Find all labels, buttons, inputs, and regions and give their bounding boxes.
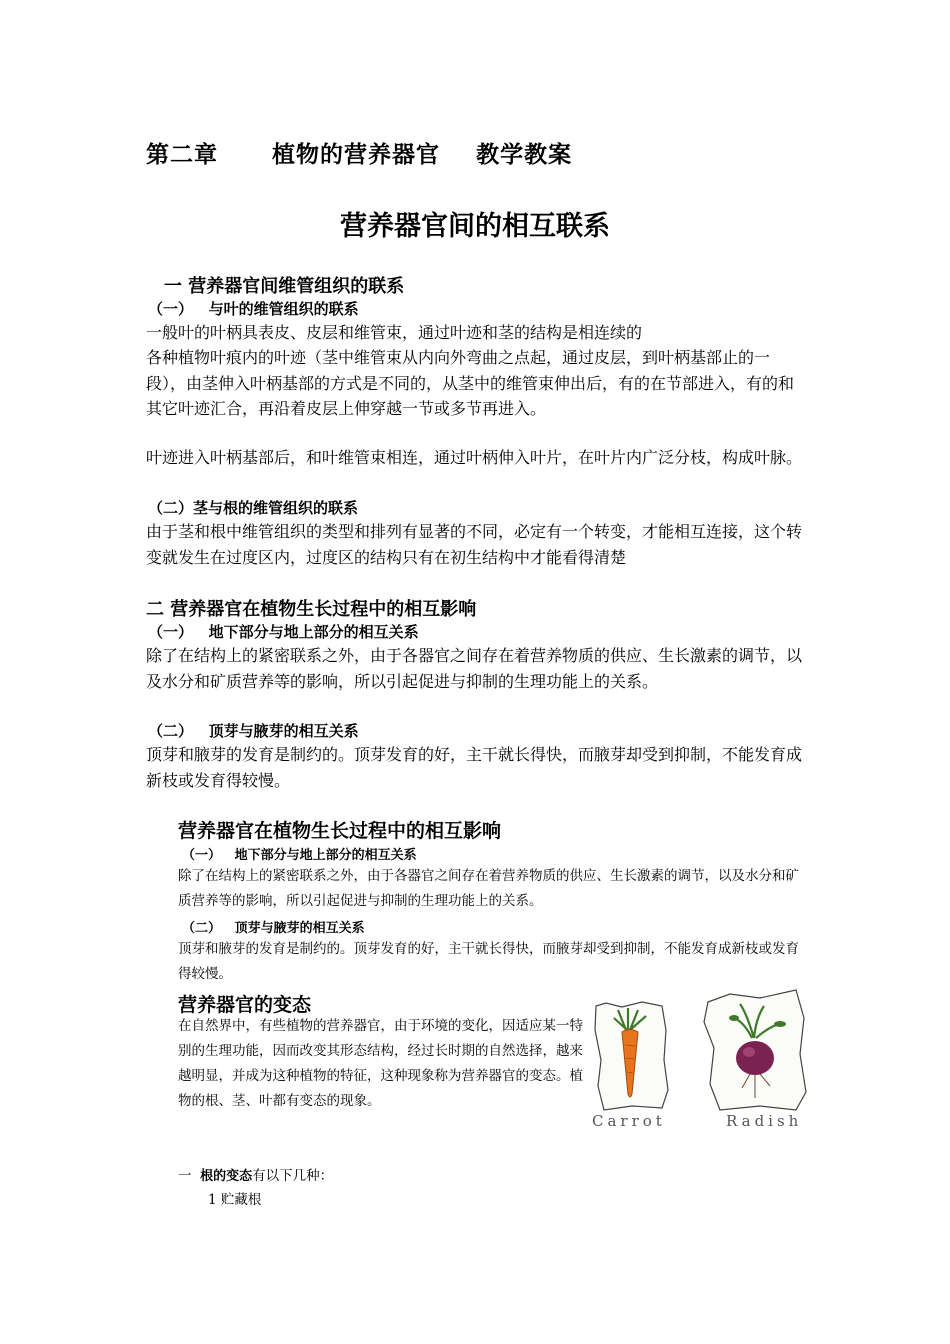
section1-sub2-paragraph-1: 由于茎和根中维管组织的类型和排列有显著的不同，必定有一个转变，才能相互连接，这个转变就发生在过度区内，过度区的结构只有在初生结构中才能看得清楚 bbox=[146, 522, 803, 567]
root-heading-bold: 根的变态 bbox=[200, 1169, 253, 1184]
root-item-1: 1 贮藏根 bbox=[208, 1192, 262, 1208]
root-heading-rest: 有以下几种： bbox=[252, 1168, 334, 1184]
metamorphosis-heading: 营养器官的变态 bbox=[178, 994, 312, 1016]
root-metamorphosis-heading bbox=[178, 1164, 333, 1189]
section1-sub1-heading: （一） 与叶的维管组织的联系 bbox=[148, 300, 359, 318]
page-title: 营养器官间的相互联系 bbox=[340, 211, 610, 242]
slide-section bbox=[178, 816, 808, 843]
metamorphosis-paragraph: 在自然界中，有些植物的营养器官，由于环境的变化，因适应某一特别的生理功能，因而改变其形态结构，经过长时期的自然选择，越来越明显，并成为这种植物的特征，这种现象称为营养器官的变态。植物的根、茎、叶都有变态的现象。 bbox=[178, 1018, 583, 1109]
radish-illustration bbox=[700, 988, 810, 1132]
radish-icon bbox=[700, 988, 810, 1112]
carrot-label: Carrot bbox=[592, 1112, 666, 1130]
slide-sub2-heading: （二） 顶芽与腋芽的相互关系 bbox=[182, 921, 365, 936]
section2-sub2-paragraph-1: 顶芽和腋芽的发育是制约的。顶芽发育的好，主干就长得快，而腋芽却受到抑制，不能发育成新枝或发育得较慢。 bbox=[146, 745, 803, 790]
section2-sub2-heading: （二） 顶芽与腋芽的相互关系 bbox=[148, 722, 359, 740]
section1-heading: 一 营养器官间维管组织的联系 bbox=[164, 276, 405, 297]
chapter-heading: 第二章 植物的营养器官 教学教案 bbox=[146, 142, 573, 168]
slide-sub2-paragraph: 顶芽和腋芽的发育是制约的。顶芽发育的好，主干就长得快，而腋芽却受到抑制，不能发育成新枝或发育得较慢。 bbox=[178, 941, 799, 982]
root-heading-prefix: 一 bbox=[178, 1168, 201, 1184]
slide-sub1-heading: （一） 地下部分与地上部分的相互关系 bbox=[182, 848, 417, 863]
section1-sub1-paragraph-2: 各种植物叶痕内的叶迹（茎中维管束从内向外弯曲之点起，通过皮层，到叶柄基部止的一段），由茎伸入叶柄基部的方式是不同的，从茎中的维管束伸出后，有的在节部进入，有的和其它叶迹汇合，再沿着皮层上伸穿越一节或多节再进入。 bbox=[146, 348, 795, 418]
section2-sub1-heading: （一） 地下部分与地上部分的相互关系 bbox=[148, 623, 419, 641]
section2-sub1-paragraph-1: 除了在结构上的紧密联系之外，由于各器官之间存在着营养物质的供应、生长激素的调节，以及水分和矿质营养等的影响，所以引起促进与抑制的生理功能上的关系。 bbox=[146, 646, 803, 691]
section1-sub1-paragraph-1: 一般叶的叶柄具表皮、皮层和维管束，通过叶迹和茎的结构是相连续的 bbox=[146, 323, 643, 342]
slide-sub1-paragraph: 除了在结构上的紧密联系之外，由于各器官之间存在着营养物质的供应、生长激素的调节，以及水分和矿质营养等的影响，所以引起促进与抑制的生理功能上的关系。 bbox=[178, 868, 799, 909]
section1-sub2-heading: （二）茎与根的维管组织的联系 bbox=[148, 499, 359, 517]
slide-heading: 营养器官在植物生长过程中的相互影响 bbox=[178, 820, 502, 842]
section2-heading: 二 营养器官在植物生长过程中的相互影响 bbox=[146, 599, 477, 620]
section1-sub1-paragraph-3: 叶迹进入叶柄基部后，和叶维管束相连，通过叶柄伸入叶片，在叶片内广泛分枝，构成叶脉。 bbox=[146, 448, 803, 467]
radish-label: Radish bbox=[726, 1112, 803, 1130]
carrot-illustration bbox=[592, 1000, 670, 1132]
carrot-icon bbox=[592, 1000, 670, 1112]
